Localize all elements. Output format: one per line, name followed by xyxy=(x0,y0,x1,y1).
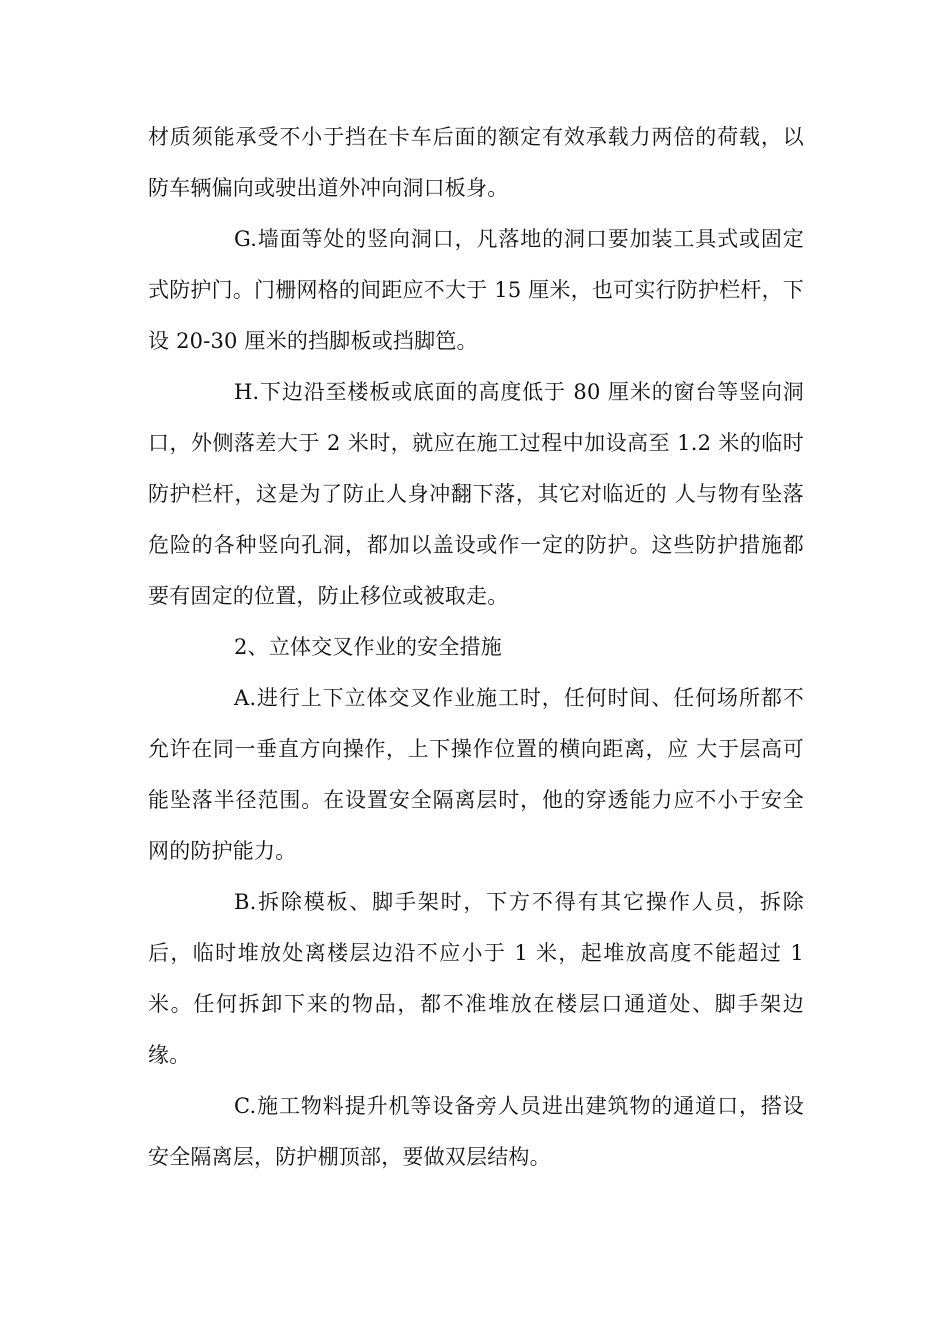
section-heading: 2、立体交叉作业的安全措施 xyxy=(234,635,502,659)
document-body xyxy=(148,112,804,1183)
paragraph-3: H.下边沿至楼板或底面的高度低于 80 厘米的窗台等竖向洞口，外侧落差大于 2 米时，就应在施工过程中加设高至 1.2 米的临时防护栏杆，这是为了防止人身冲翻下落，其它对临近的 人与物有坠落危险的各种竖向孔洞，都加以盖设或作一定的防护。这些防护措施都要有固定的位置，防止移位或被取走。 xyxy=(148,380,804,608)
paragraph-2: G.墙面等处的竖向洞口，凡落地的洞口要加装工具式或固定式防护门。门栅网格的间距应不大于 15 厘米，也可实行防护栏杆，下设 20-30 厘米的挡脚板或挡脚笆。 xyxy=(148,227,804,353)
paragraph-6: C.施工物料提升机等设备旁人员进出建筑物的通道口，搭设安全隔离层，防护棚顶部，要做双层结构。 xyxy=(148,1094,804,1169)
paragraph-5: B.拆除模板、脚手架时，下方不得有其它操作人员，拆除后，临时堆放处离楼层边沿不应小于 1 米，起堆放高度不能超过 1 米。任何拆卸下来的物品，都不准堆放在楼层口通道处、脚手架边缘。 xyxy=(148,890,804,1067)
paragraph-1: 材质须能承受不小于挡在卡车后面的额定有效承载力两倍的荷载，以防车辆偏向或驶出道外冲向洞口板身。 xyxy=(148,125,804,200)
paragraph-4: A.进行上下立体交叉作业施工时，任何时间、任何场所都不允许在同一垂直方向操作，上下操作位置的横向距离，应 大于层高可能坠落半径范围。在设置安全隔离层时，他的穿透能力应不小于安全网的防护能力。 xyxy=(148,686,804,863)
